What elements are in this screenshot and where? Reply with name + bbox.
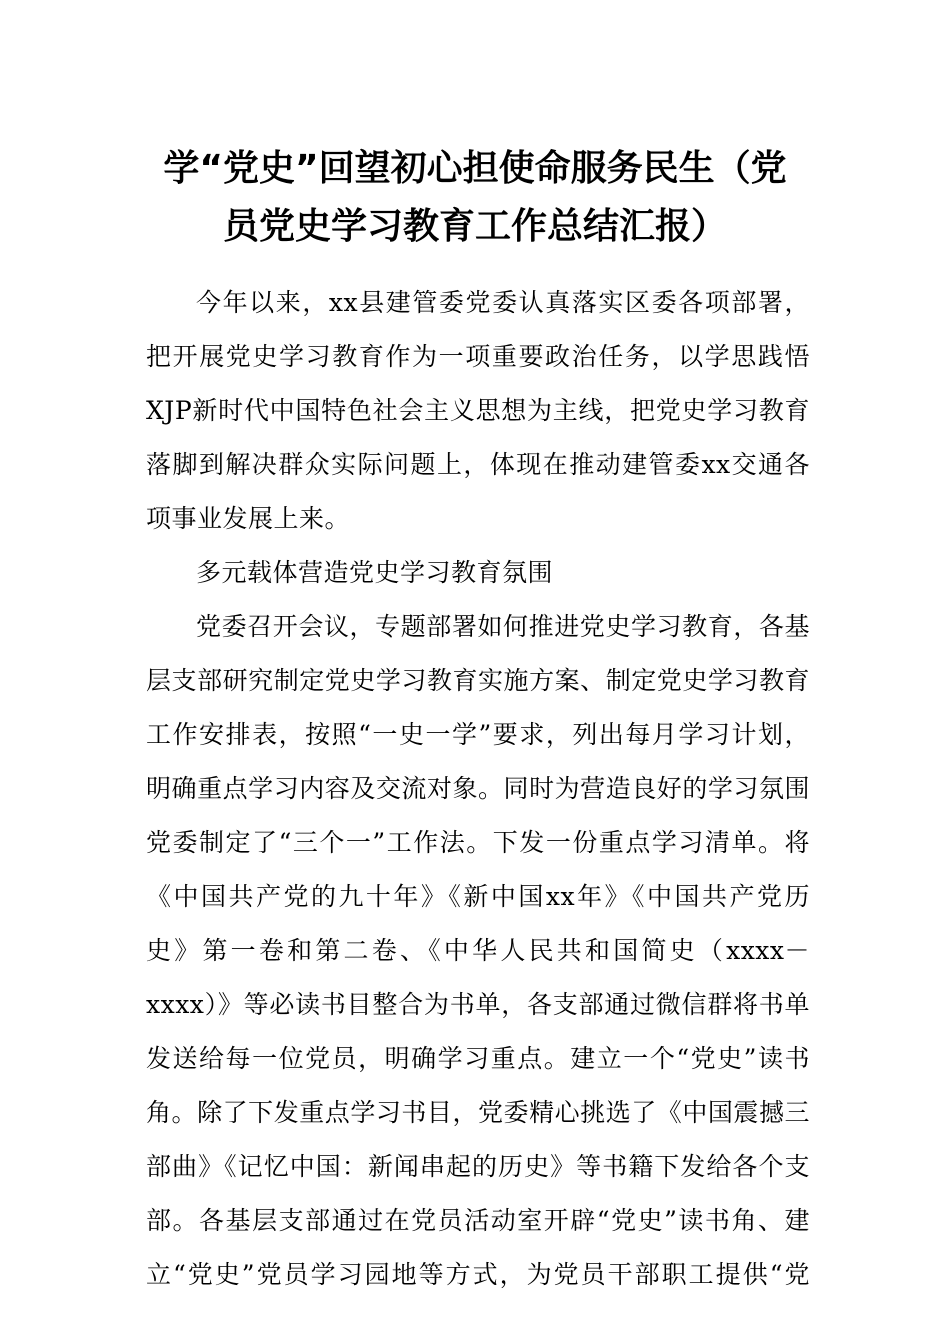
body-line: 项事业发展上来。: [146, 504, 351, 533]
body-line: 发送给每一位党员，明确学习重点。建立一个“党史”读书: [146, 1044, 810, 1073]
body-line: 党委制定了“三个一”工作法。下发一份重点学习清单。将: [146, 828, 810, 857]
body-line: 把开展党史学习教育作为一项重要政治任务，以学思践悟: [146, 342, 810, 371]
body-line: xxxx）》等必读书目整合为书单，各支部通过微信群将书单: [146, 990, 810, 1019]
body-line: 《中国共产党的九十年》《新中国xx年》《中国共产党历: [146, 882, 810, 911]
body-line: 今年以来，xx县建管委党委认真落实区委各项部署，: [196, 288, 810, 317]
body-line: 落脚到解决群众实际问题上，体现在推动建管委xx交通各: [146, 450, 810, 479]
body-line: 明确重点学习内容及交流对象。同时为营造良好的学习氛围: [146, 774, 810, 803]
body-line: 角。除了下发重点学习书目，党委精心挑选了《中国震撼三: [146, 1098, 810, 1127]
body-line: 党委召开会议，专题部署如何推进党史学习教育，各基: [196, 612, 810, 641]
section-heading: 多元载体营造党史学习教育氛围: [196, 558, 554, 587]
body-line: 层支部研究制定党史学习教育实施方案、制定党史学习教育: [146, 666, 810, 695]
title-line-2: 员党史学习教育工作总结汇报）: [222, 206, 727, 247]
body-line: 部。各基层支部通过在党员活动室开辟“党史”读书角、建: [146, 1206, 810, 1235]
document-body: [146, 276, 810, 1302]
body-line: XJP新时代中国特色社会主义思想为主线，把党史学习教育: [146, 396, 810, 425]
body-line: 工作安排表，按照“一史一学”要求，列出每月学习计划，: [146, 720, 810, 749]
title-line-1: 学“党史”回望初心担使命服务民生（党: [163, 148, 787, 189]
body-line: 史》第一卷和第二卷、《中华人民共和国简史（xxxx－: [146, 936, 810, 965]
body-line: 部曲》《记忆中国：新闻串起的历史》等书籍下发给各个支: [146, 1152, 810, 1181]
document-title: [140, 140, 810, 256]
body-line: 立“党史”党员学习园地等方式，为党员干部职工提供“党: [146, 1260, 810, 1289]
